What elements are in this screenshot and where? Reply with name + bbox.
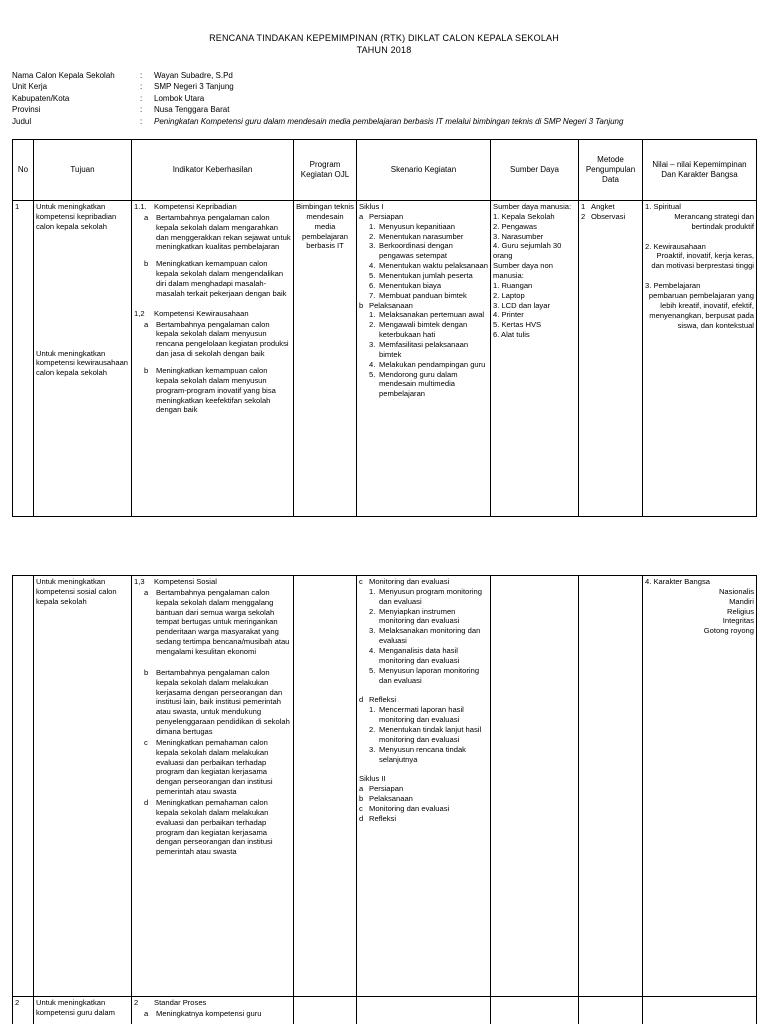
- sumber-line: 5. Kertas HVS: [493, 320, 542, 330]
- cell-program: [294, 997, 357, 1024]
- header-row: [13, 140, 757, 201]
- item-text: Bertambahnya pengalaman calon kepala sekolah dalam menyusun rencana pengelolaan kegiatan produksi dan jasa di sekolah dengan baik: [156, 319, 289, 359]
- step-text: Melakukan pendampingan guru: [379, 359, 486, 369]
- stage-title: Pelaksanaan: [369, 300, 413, 310]
- cell-nilai: [643, 576, 757, 997]
- cell-tujuan: [34, 201, 132, 517]
- cell-no: [13, 576, 34, 997]
- step-text: Menyusun laporan monitoring dan evaluasi: [379, 665, 480, 685]
- header-metode: Metode Pengumpulan Data: [579, 140, 643, 201]
- program-text: Bimbingan teknis mendesain media pembelajaran berbasis IT: [296, 202, 354, 251]
- indikator-heading: [134, 577, 291, 587]
- siklus-title: Siklus I: [359, 202, 384, 211]
- tujuan-text: Untuk meningkatkan kompetensi kepribadian calon kepala sekolah: [36, 202, 117, 231]
- item-letter: a: [144, 1008, 149, 1018]
- sumber-line: 2. Laptop: [493, 290, 525, 300]
- indikator-number: 1.1.: [134, 202, 147, 211]
- stage-title: Refleksi: [369, 813, 397, 823]
- step-number: 1.: [369, 221, 376, 231]
- indikator-item: [134, 588, 291, 657]
- indikator-item: [134, 668, 291, 737]
- skenario-step: [359, 587, 488, 607]
- step-number: 2.: [369, 725, 376, 735]
- metode-text: Angket: [591, 202, 615, 211]
- cell-metode: [579, 576, 643, 997]
- sumber-line: 1. Kepala Sekolah: [493, 211, 555, 221]
- nilai-heading: 1. Spiritual: [645, 202, 681, 211]
- step-number: 2.: [369, 320, 376, 330]
- step-number: 2.: [369, 606, 376, 616]
- step-text: Mengawali bimtek dengan keterbukaan hati: [379, 320, 468, 340]
- stage-title: Pelaksanaan: [369, 794, 413, 804]
- cell-nilai: [643, 997, 757, 1024]
- step-number: 4.: [369, 646, 376, 656]
- indikator-number: 1,3: [134, 577, 145, 586]
- info-row-name: [12, 70, 623, 82]
- skenario-step: [359, 261, 488, 271]
- cell-tujuan: [34, 997, 132, 1024]
- stage-title: Monitoring dan evaluasi: [369, 577, 450, 586]
- indikator-item: [134, 798, 291, 857]
- document-year: TAHUN 2018: [356, 45, 412, 55]
- row-number: 2: [15, 998, 20, 1007]
- info-row-provinsi: [12, 105, 623, 117]
- item-letter: a: [144, 587, 149, 597]
- info-value: SMP Negeri 3 Tanjung: [154, 82, 234, 92]
- info-colon: :: [140, 82, 143, 92]
- step-number: 4.: [369, 261, 376, 271]
- item-letter: b: [144, 667, 149, 677]
- header-no: No: [13, 140, 34, 201]
- cell-metode: [579, 997, 643, 1024]
- table-row: [13, 576, 757, 997]
- stage-letter: c: [359, 804, 363, 814]
- stage-letter: c: [359, 577, 363, 586]
- cell-skenario: [357, 576, 491, 997]
- sumber-line: 4. Printer: [493, 310, 524, 320]
- indikator-title: Kompetensi Kewirausahaan: [154, 308, 249, 318]
- cell-skenario: [357, 997, 491, 1024]
- header-sumber: Sumber Daya: [491, 140, 579, 201]
- cell-sumber: [491, 576, 579, 997]
- indikator-heading: [134, 998, 291, 1008]
- metode-item: [581, 212, 640, 222]
- step-text: Menentukan biaya: [379, 280, 442, 290]
- info-row-judul: [12, 116, 623, 128]
- sumber-line: Sumber daya non manusia:: [493, 261, 553, 281]
- cell-program: [294, 201, 357, 517]
- sumber-line: Sumber daya manusia:: [493, 202, 572, 211]
- info-label: Unit Kerja: [12, 82, 48, 92]
- info-colon: :: [140, 116, 143, 126]
- step-text: Menentukan tindak lanjut hasil monitoring dan evaluasi: [379, 725, 482, 744]
- skenario-step: [359, 310, 488, 320]
- item-letter: a: [144, 212, 149, 222]
- step-text: Mencermati laporan hasil monitoring dan evaluasi: [379, 705, 464, 725]
- step-number: 1.: [369, 586, 376, 596]
- siklus-title: Siklus II: [359, 774, 386, 784]
- step-number: 4.: [369, 359, 376, 369]
- tujuan-text: Untuk meningkatkan kompetensi guru dalam: [36, 998, 115, 1017]
- step-text: Menyiapkan instrumen monitoring dan evaluasi: [379, 606, 460, 626]
- tujuan-text: Untuk meningkatkan kompetensi sosial calon kepala sekolah: [36, 577, 117, 606]
- info-value: Nusa Tenggara Barat: [154, 105, 230, 115]
- step-number: 3.: [369, 241, 376, 251]
- skenario-step: [359, 320, 488, 340]
- nilai-heading: 3. Pembelajaran: [645, 281, 701, 291]
- indikator-item: [134, 213, 291, 252]
- indikator-title: Standar Proses: [154, 998, 207, 1007]
- step-number: 5.: [369, 271, 376, 281]
- step-number: 1.: [369, 705, 376, 715]
- skenario-step: [359, 705, 488, 725]
- sumber-line: 3. Narasumber: [493, 231, 544, 241]
- stage-title: Refleksi: [369, 695, 397, 705]
- stage-letter: a: [359, 784, 364, 794]
- indikator-title: Kompetensi Sosial: [154, 577, 217, 586]
- info-label: Judul: [12, 116, 32, 126]
- header-nilai: Nilai – nilai Kepemimpinan Dan Karakter Bangsa: [643, 140, 757, 201]
- skenario-step: [359, 241, 488, 261]
- step-number: 1.: [369, 310, 376, 320]
- item-letter: a: [144, 319, 149, 329]
- header-tujuan: Tujuan: [34, 140, 132, 201]
- metode-item: [581, 202, 640, 212]
- skenario-step: [359, 725, 488, 745]
- indikator-item: [134, 738, 291, 797]
- info-label: Provinsi: [12, 105, 41, 115]
- cell-metode: [579, 201, 643, 517]
- nilai-item: Nasionalis: [718, 586, 754, 596]
- skenario-step: [359, 222, 488, 232]
- skenario-stage: [359, 794, 488, 804]
- step-text: Menyusun program monitoring dan evaluasi: [379, 586, 482, 606]
- step-text: Menentukan jumlah peserta: [379, 271, 473, 281]
- step-text: Menyusun kepanitiaan: [379, 221, 455, 231]
- stage-letter: b: [359, 794, 364, 804]
- cell-skenario: [357, 201, 491, 517]
- cell-indikator: [132, 997, 294, 1024]
- indikator-title: Kompetensi Kepribadian: [154, 202, 237, 211]
- item-letter: c: [144, 737, 148, 747]
- skenario-stage: [359, 804, 488, 814]
- cell-sumber: [491, 997, 579, 1024]
- sumber-line: 2. Pengawas: [493, 221, 537, 231]
- skenario-stage: [359, 814, 488, 824]
- sumber-line: 4. Guru sejumlah 30 orang: [493, 241, 562, 261]
- stage-title: Persiapan: [369, 784, 404, 794]
- document-title: RENCANA TINDAKAN KEPEMIMPINAN (RTK) DIKLAT CALON KEPALA SEKOLAH: [209, 33, 559, 43]
- stage-title: Monitoring dan evaluasi: [369, 804, 450, 814]
- skenario-stage: [359, 212, 488, 222]
- skenario-step: [359, 370, 488, 400]
- nilai-heading: 4. Karakter Bangsa: [645, 577, 711, 586]
- indikator-heading: [134, 202, 291, 212]
- step-text: Menentukan waktu pelaksanaan: [379, 261, 488, 271]
- info-value: Lombok Utara: [154, 93, 205, 103]
- info-colon: :: [140, 70, 143, 80]
- item-letter: d: [144, 798, 149, 808]
- item-letter: b: [144, 366, 149, 376]
- step-number: 6.: [369, 280, 376, 290]
- sumber-line: 3. LCD dan layar: [493, 300, 550, 310]
- step-text: Melaksanakan pertemuan awal: [379, 310, 485, 320]
- header-skenario: Skenario Kegiatan: [357, 140, 491, 201]
- step-number: 5.: [369, 665, 376, 675]
- info-label: Kabupaten/Kota: [12, 93, 70, 103]
- step-text: Menganalisis data hasil monitoring dan evaluasi: [379, 646, 460, 665]
- nilai-text: pembaruan pembelajaran yang lebih kreatif, inovatif, efektif, menyenangkan, berpusat pada siswa, dan kontekstual: [648, 291, 754, 330]
- step-number: 5.: [369, 369, 376, 379]
- table-row: [13, 997, 757, 1024]
- stage-title: Persiapan: [369, 211, 404, 221]
- metode-text: Observasi: [591, 211, 626, 221]
- nilai-heading: 2. Kewirausahaan: [645, 241, 706, 251]
- skenario-step: [359, 281, 488, 291]
- skenario-step: [359, 626, 488, 646]
- indikator-item: [134, 1009, 291, 1019]
- indikator-number: 1,2: [134, 308, 145, 318]
- step-text: Melaksanakan monitoring dan evaluasi: [379, 626, 481, 646]
- step-text: Menyusun rencana tindak selanjutnya: [379, 744, 466, 764]
- step-number: 2.: [369, 231, 376, 241]
- indikator-number: 2: [134, 998, 139, 1007]
- item-text: Bertambahnya pengalaman calon kepala sekolah dalam mengarahkan dan menggerakkan rekan sejawat untuk meningkatkan kualitas pembelajaran: [156, 212, 291, 252]
- item-text: Bertambahnya pengalaman calon kepala sekolah dalam melakukan kerjasama dengan perseorangan dan institusi lain, baik institusi pemerintah atau swasta, untuk mendukung penyelenggaraan pendidikan di sekolah dimana bertugas: [156, 667, 290, 737]
- nilai-text: Merancang strategi dan bertindak produktif: [674, 211, 754, 231]
- item-text: Meningkatkan pemahaman calon kepala sekolah dalam melakukan evaluasi dan perbaikan terhadap program dan kegiatan kerjasama dengan perseorangan dan institusi pemerintah atau swasta: [156, 737, 273, 797]
- rtk-table-page1: [12, 139, 757, 517]
- skenario-stage: [359, 577, 488, 587]
- skenario-step: [359, 745, 488, 765]
- skenario-stage: [359, 784, 488, 794]
- skenario-step: [359, 271, 488, 281]
- info-label: Nama Calon Kepala Sekolah: [12, 70, 115, 80]
- step-number: 3.: [369, 340, 376, 350]
- item-text: Meningkatkan pemahaman calon kepala sekolah dalam melakukan evaluasi dan perbaikan terhadap program dan kegiatan kerjasama dengan perseorangan dan institusi pemerintah atau swasta: [156, 798, 273, 857]
- step-number: 3.: [369, 626, 376, 636]
- nilai-text: Proaktif, inovatif, kerja keras, dan motivasi berprestasi tinggi: [651, 251, 754, 271]
- metode-number: 2: [581, 211, 586, 221]
- cell-indikator: [132, 576, 294, 997]
- step-text: Berkoordinasi dengan pengawas setempat: [379, 241, 453, 261]
- indikator-item: [134, 366, 291, 415]
- identity-block: [12, 70, 623, 128]
- info-colon: :: [140, 105, 143, 115]
- info-value: Peningkatan Kompetensi guru dalam mendesain media pembelajaran berbasis IT melalui bimbingan teknis di SMP Negeri 3 Tanjung: [154, 116, 624, 126]
- indikator-heading: [134, 309, 291, 319]
- indikator-item: [134, 320, 291, 359]
- skenario-step: [359, 666, 488, 686]
- item-text: Bertambahnya pengalaman calon kepala sekolah dalam menggalang bantuan dari semua warga sekolah tempat bertugas untuk meringankan penderitaan warga masyarakat yang sedang tertimpa bencana/musibah atau mengalami kesulitan ekonomi: [156, 587, 290, 657]
- rtk-table-page2: [12, 575, 757, 1024]
- nilai-item: Integritas: [722, 616, 754, 626]
- sumber-line: 1. Ruangan: [493, 280, 533, 290]
- info-colon: :: [140, 93, 143, 103]
- skenario-step: [359, 291, 488, 301]
- stage-letter: a: [359, 211, 364, 221]
- info-row-kabupaten: [12, 93, 623, 105]
- step-text: Membuat panduan bimtek: [379, 290, 467, 300]
- skenario-step: [359, 360, 488, 370]
- indikator-item: [134, 259, 291, 298]
- cell-no: [13, 201, 34, 517]
- row-number: 1: [15, 202, 20, 211]
- header-program: Program Kegiatan OJL: [294, 140, 357, 201]
- item-text: Meningkatnya kompetensi guru: [156, 1008, 262, 1018]
- info-value: Wayan Subadre, S.Pd: [154, 70, 233, 80]
- nilai-item: Gotong royong: [703, 626, 754, 636]
- info-row-unit: [12, 82, 623, 94]
- cell-indikator: [132, 201, 294, 517]
- header-indikator: Indikator Keberhasilan: [132, 140, 294, 201]
- item-text: Meningkatkan kemampuan calon kepala sekolah dalam menyusun program-program inovatif yang bisa meningkatkan keefektifan sekolah dengan baik: [156, 366, 276, 415]
- step-text: Menentukan narasumber: [379, 231, 464, 241]
- skenario-step: [359, 607, 488, 627]
- cell-tujuan: [34, 576, 132, 997]
- skenario-step: [359, 646, 488, 666]
- item-text: Meningkatkan kemampuan calon kepala sekolah dalam mengendalikan diri dalam menghadapi masalah-masalah terkait pekerjaan dengan baik: [156, 259, 287, 298]
- skenario-stage: [359, 301, 488, 311]
- cell-sumber: [491, 201, 579, 517]
- step-text: Memfasilitasi pelaksanaan bimtek: [379, 340, 469, 359]
- cell-no: [13, 997, 34, 1024]
- nilai-item: Religius: [726, 606, 754, 616]
- step-text: Mendorong guru dalam mendesain multimedia pembelajaran: [379, 369, 458, 399]
- stage-letter: d: [359, 695, 364, 705]
- table-row: [13, 201, 757, 517]
- metode-number: 1: [581, 202, 586, 211]
- step-number: 7.: [369, 290, 376, 300]
- skenario-step: [359, 340, 488, 360]
- step-number: 3.: [369, 744, 376, 754]
- sumber-line: 6. Alat tulis: [493, 330, 530, 340]
- skenario-step: [359, 232, 488, 242]
- skenario-stage: [359, 695, 488, 705]
- cell-nilai: [643, 201, 757, 517]
- tujuan-text: Untuk meningkatkan kompetensi kewirausahaan calon kepala sekolah: [36, 348, 129, 378]
- stage-letter: b: [359, 300, 364, 310]
- stage-letter: d: [359, 813, 364, 823]
- nilai-item: Mandiri: [729, 596, 754, 606]
- item-letter: b: [144, 259, 149, 269]
- cell-program: [294, 576, 357, 997]
